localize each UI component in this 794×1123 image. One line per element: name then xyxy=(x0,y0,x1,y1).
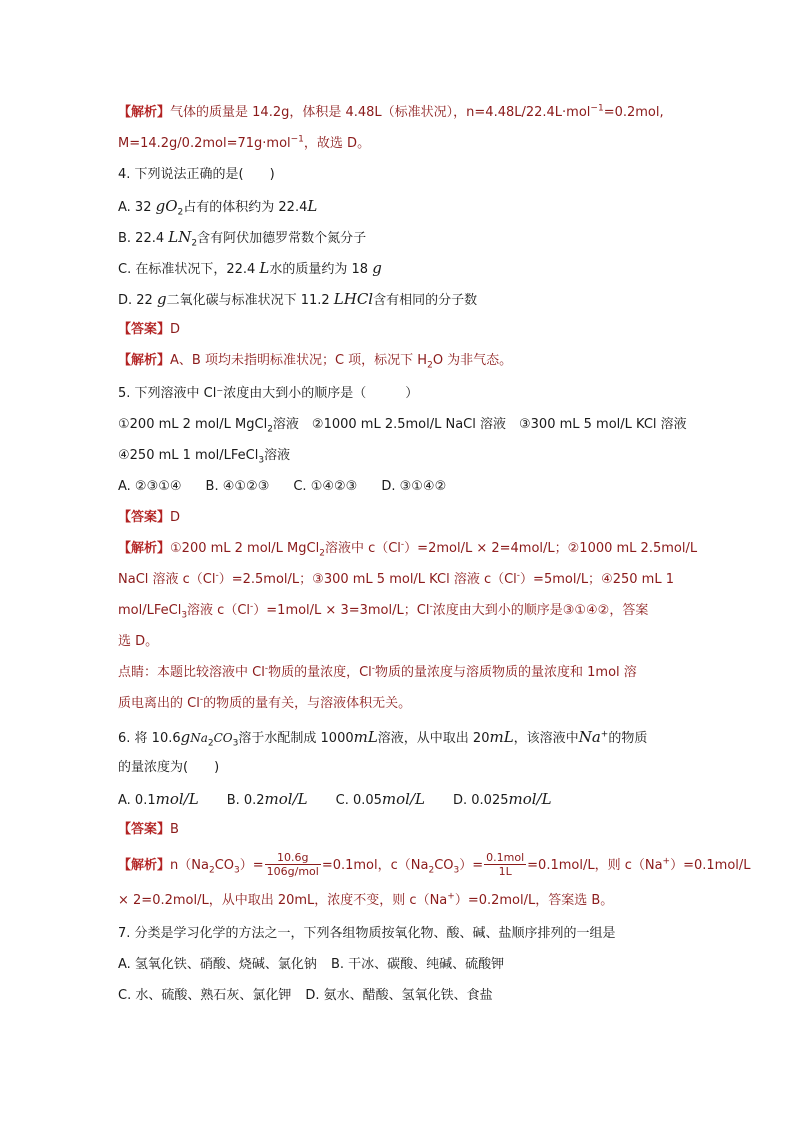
q5-answer: 【答案】D xyxy=(118,510,181,525)
q7-option-a: A. 氢氧化铁、硝酸、烧碱、氯化钠 xyxy=(118,957,317,972)
q4-stem: 4. 下列说法正确的是( ) xyxy=(118,167,275,182)
q7-option-c: C. 水、硫酸、熟石灰、氯化钾 xyxy=(118,988,292,1003)
q4-option-c: C. 在标准状况下，22.4 L水的质量约为 18 g xyxy=(118,259,382,277)
fraction-moles-over-volume: $\frac{\text{0.1mol}}{1L}$ xyxy=(486,851,525,878)
q6-analysis-line-2: × 2=0.2mol/L，从中取出 20mL，浓度不变，则 c（Na+）=0.2mol/L，答案选 B。 xyxy=(118,891,614,908)
q6-analysis-line-1: 【解析】$n(Na_2CO_3)=$ $\frac{10.6g}{\text{106g/mol}}$ =0.1mol，$c(Na_2CO_3)=$ $\frac{\text{0.1mol}}{1L}$ =0.1mol/L，则 c（Na+）=0.1mol/L xyxy=(118,851,751,878)
q7-option-b: B. 干冰、碳酸、纯碱、硫酸钾 xyxy=(330,957,505,972)
q7-option-d: D. 氨水、醋酸、氢氧化铁、食盐 xyxy=(305,988,493,1003)
q5-tip-line-2: 质电离出的 Cl-的物质的量有关，与溶液体积无关。 xyxy=(118,694,412,711)
q5-option-a: A. ②③①④ xyxy=(118,479,182,494)
q5-options xyxy=(118,478,446,496)
q3-analysis-line-1: 【解析】气体的质量是 14.2g，体积是 4.48L（标准状况），n=4.48L/22.4L·mol$^{-1}$=0.2mol, xyxy=(118,103,664,120)
q6-stem-line-1: 6. 将 $10.6gNa_2CO_3$溶于水配制成 1000mL溶液，从中取出 20mL，该溶液中Na+的物质 xyxy=(118,728,648,749)
q5-analysis-line-3: mol/LFeCl$_3$溶液 c（Cl-）=1mol/L × 3=3mol/L；Cl-浓度由大到小的顺序是③①④②，答案 xyxy=(118,601,649,621)
q5-analysis-line-2: NaCl 溶液 c（Cl-）=2.5mol/L；③300 mL 5 mol/L KCl 溶液 c（Cl-）=5mol/L；④250 mL 1 xyxy=(118,570,674,587)
q5-option-c: C. ①④②③ xyxy=(293,479,358,494)
q6-option-d: D. 0.025mol/L xyxy=(453,790,552,808)
q4-option-b: B. 22.4 $LN_2$含有阿伏加德罗常数个氮分子 xyxy=(118,228,367,249)
q4-option-d: D. 22 g二氧化碳与标准状况下 11.2 LHCl含有相同的分子数 xyxy=(118,290,478,308)
q5-option-d: D. ③①④② xyxy=(381,479,447,494)
fraction-mass-over-molar-mass: $\frac{10.6g}{\text{106g/mol}}$ xyxy=(266,851,319,878)
q4-answer: 【答案】D xyxy=(118,322,181,337)
q5-analysis-line-4: 选 D。 xyxy=(118,634,159,649)
q3-analysis-line-2: M=14.2g/0.2mol=71g·mol$^{-1}$，故选 D。 xyxy=(118,134,371,151)
q6-option-a: A. 0.1mol/L xyxy=(118,790,199,808)
q4-analysis: 【解析】A、B 项均未指明标准状况；C 项，标况下 $H_2O$ 为非气态。 xyxy=(118,353,513,371)
q6-answer: 【答案】B xyxy=(118,822,179,837)
q5-stem: 5. 下列溶液中 Cl⁻浓度由大到小的顺序是（ ） xyxy=(118,386,419,401)
q6-option-b: B. 0.2mol/L xyxy=(226,790,308,808)
q6-options xyxy=(118,790,552,810)
q7-stem: 7. 分类是学习化学的方法之一，下列各组物质按氧化物、酸、碱、盐顺序排列的一组是 xyxy=(118,926,616,941)
q4-option-a: A. 32 $gO_2$占有的体积约为 22.4L xyxy=(118,197,318,218)
q5-items-line-1: ①200 mL 2 mol/L MgCl$_2$溶液 ②1000 mL 2.5mol/L NaCl 溶液 ③300 mL 5 mol/L KCl 溶液 xyxy=(118,417,687,435)
q5-analysis-line-1: 【解析】①200 mL 2 mol/L MgCl$_2$溶液中 c（Cl-）=2mol/L × 2=4mol/L；②1000 mL 2.5mol/L xyxy=(118,539,698,559)
q5-option-b: B. ④①②③ xyxy=(205,479,270,494)
q7-options-line-1 xyxy=(118,956,504,974)
q7-options-line-2 xyxy=(118,987,493,1005)
q5-items-line-2: ④250 mL 1 mol/LFeCl$_3$溶液 xyxy=(118,448,291,466)
q6-stem-line-2: 的量浓度为( ) xyxy=(118,760,220,775)
q6-option-c: C. 0.05mol/L xyxy=(335,790,425,808)
q5-tip-line-1: 点睛：本题比较溶液中 Cl-物质的量浓度，Cl-物质的量浓度与溶质物质的量浓度和 1mol 溶 xyxy=(118,663,637,680)
